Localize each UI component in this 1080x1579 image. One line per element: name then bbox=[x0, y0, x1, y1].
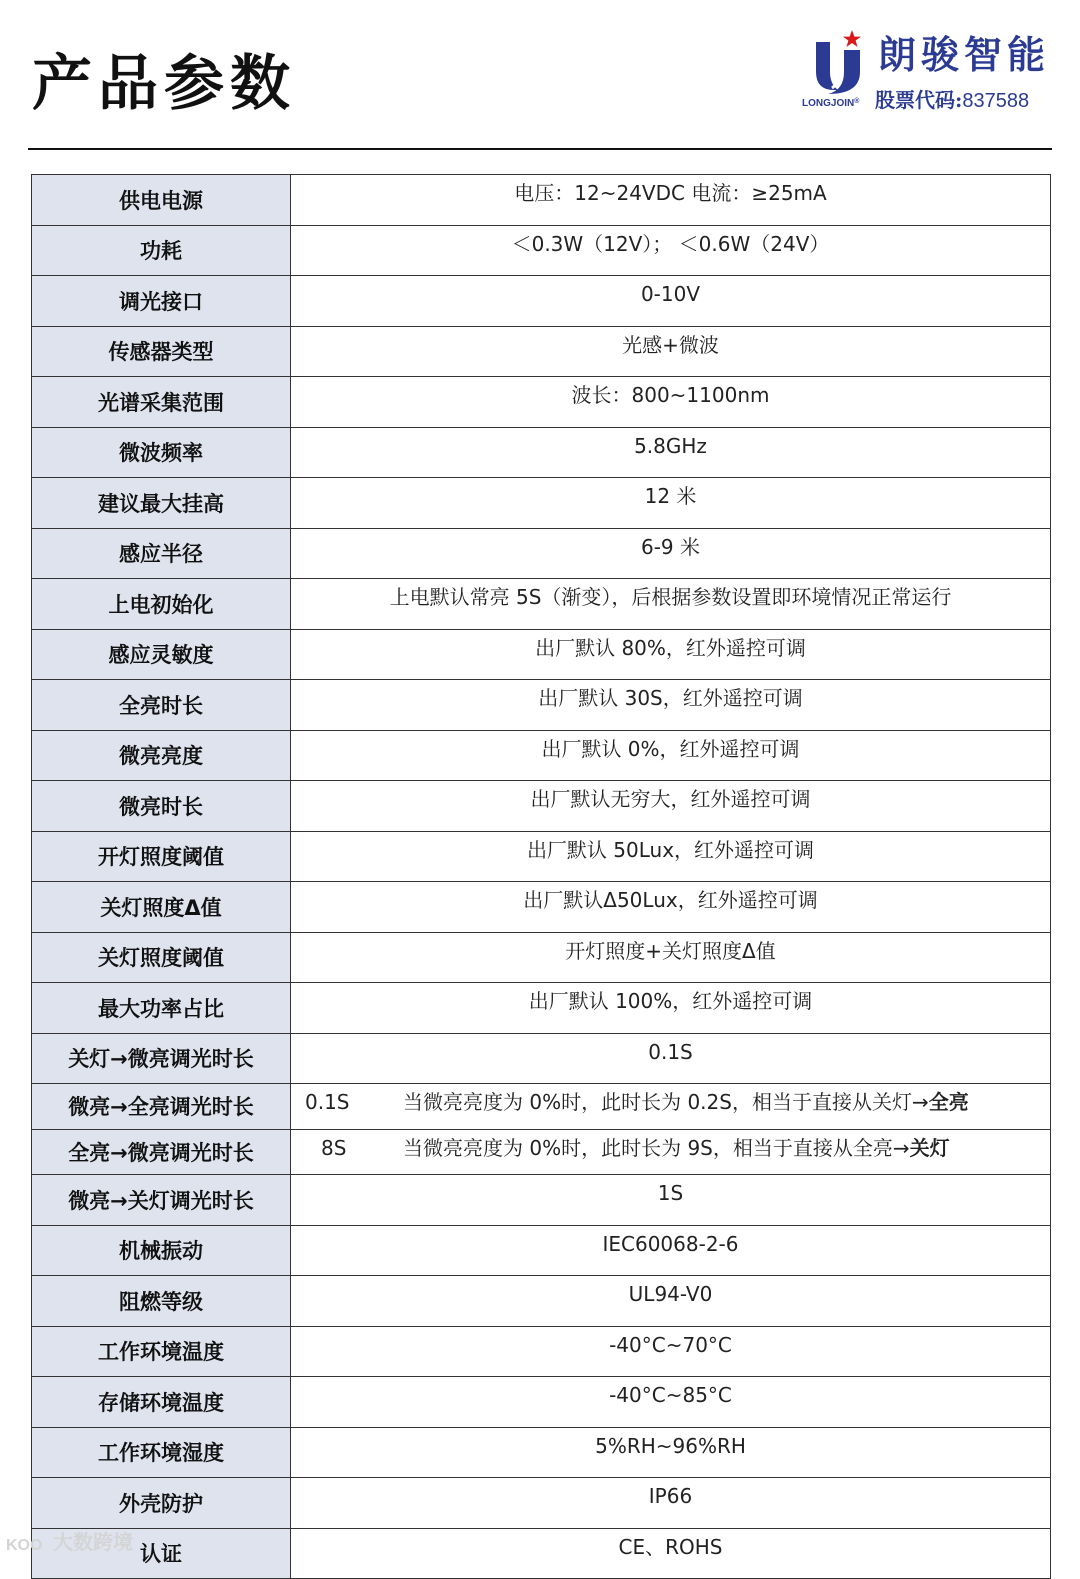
table-row bbox=[32, 1326, 1051, 1377]
table-row bbox=[32, 276, 1051, 327]
table-row bbox=[32, 1225, 1051, 1276]
param-value: 光感+微波 bbox=[291, 326, 1051, 377]
param-value: 出厂默认 100%，红外遥控可调 bbox=[291, 983, 1051, 1034]
param-label: 光谱采集范围 bbox=[32, 377, 291, 428]
param-label: 认证 bbox=[32, 1528, 291, 1579]
param-label: 关灯→微亮调光时长 bbox=[32, 1033, 291, 1084]
logo-name: 朗骏智能 bbox=[878, 32, 1051, 77]
table-row bbox=[32, 175, 1051, 226]
logo-latin: LONGJOIN® bbox=[802, 98, 860, 109]
param-label: 建议最大挂高 bbox=[32, 478, 291, 529]
table-row bbox=[32, 478, 1051, 529]
table-row bbox=[32, 629, 1051, 680]
table-row bbox=[32, 882, 1051, 933]
table-row bbox=[32, 831, 1051, 882]
param-value: 电压：12~24VDC 电流：≥25mA bbox=[291, 175, 1051, 226]
table-row bbox=[32, 326, 1051, 377]
header-divider bbox=[28, 148, 1052, 150]
param-label: 开灯照度阈值 bbox=[32, 831, 291, 882]
param-label: 全亮时长 bbox=[32, 680, 291, 731]
table-row bbox=[32, 983, 1051, 1034]
table-row bbox=[32, 225, 1051, 276]
table-row bbox=[32, 1084, 1051, 1130]
param-label: 传感器类型 bbox=[32, 326, 291, 377]
param-value: 5.8GHz bbox=[291, 427, 1051, 478]
page-title: 产品参数 bbox=[32, 49, 296, 119]
table-row bbox=[32, 932, 1051, 983]
param-value: 出厂默认Δ50Lux，红外遥控可调 bbox=[291, 882, 1051, 933]
param-value: 12 米 bbox=[291, 478, 1051, 529]
table-row bbox=[32, 1033, 1051, 1084]
param-value: 出厂默认 50Lux，红外遥控可调 bbox=[291, 831, 1051, 882]
param-value: 6-9 米 bbox=[291, 528, 1051, 579]
table-row bbox=[32, 1129, 1051, 1175]
param-label: 微亮→关灯调光时长 bbox=[32, 1175, 291, 1226]
param-value: CE、ROHS bbox=[291, 1528, 1051, 1579]
table-row bbox=[32, 1276, 1051, 1327]
param-label: 感应半径 bbox=[32, 528, 291, 579]
table-row bbox=[32, 1175, 1051, 1226]
param-value: 上电默认常亮 5S（渐变），后根据参数设置即环境情况正常运行 bbox=[291, 579, 1051, 630]
svg-text:KOO: KOO bbox=[6, 1536, 43, 1554]
table-row bbox=[32, 579, 1051, 630]
param-value: ＜0.3W（12V）； ＜0.6W（24V） bbox=[291, 225, 1051, 276]
param-value: 出厂默认 30S，红外遥控可调 bbox=[291, 680, 1051, 731]
param-label: 功耗 bbox=[32, 225, 291, 276]
param-label: 关灯照度阈值 bbox=[32, 932, 291, 983]
param-value: 0-10V bbox=[291, 276, 1051, 327]
table-row bbox=[32, 1478, 1051, 1529]
param-value: IP66 bbox=[291, 1478, 1051, 1529]
param-label: 微亮时长 bbox=[32, 781, 291, 832]
table-row bbox=[32, 730, 1051, 781]
watermark: KOO 大数跨境 bbox=[6, 1530, 133, 1554]
stock-code: 股票代码:837588 bbox=[875, 88, 1030, 112]
param-value: -40°C~85°C bbox=[291, 1377, 1051, 1428]
param-value bbox=[291, 1129, 1051, 1175]
param-label: 关灯照度Δ值 bbox=[32, 882, 291, 933]
param-label: 阻燃等级 bbox=[32, 1276, 291, 1327]
table-row bbox=[32, 528, 1051, 579]
param-value: 5%RH~96%RH bbox=[291, 1427, 1051, 1478]
table-row bbox=[32, 1377, 1051, 1428]
param-label: 上电初始化 bbox=[32, 579, 291, 630]
longjoin-u-logo-icon bbox=[808, 28, 868, 100]
param-label: 最大功率占比 bbox=[32, 983, 291, 1034]
param-value-note: 当微亮亮度为 0%时，此时长为 0.2S，相当于直接从关灯→全亮 bbox=[403, 1090, 969, 1114]
table-row bbox=[32, 1427, 1051, 1478]
param-value-prefix: 0.1S bbox=[305, 1090, 350, 1114]
param-label: 工作环境温度 bbox=[32, 1326, 291, 1377]
table-row bbox=[32, 1528, 1051, 1579]
param-label: 调光接口 bbox=[32, 276, 291, 327]
param-value: IEC60068-2-6 bbox=[291, 1225, 1051, 1276]
param-label: 供电电源 bbox=[32, 175, 291, 226]
param-value: 出厂默认无穷大，红外遥控可调 bbox=[291, 781, 1051, 832]
param-label: 工作环境湿度 bbox=[32, 1427, 291, 1478]
table-row bbox=[32, 781, 1051, 832]
param-label: 微亮亮度 bbox=[32, 730, 291, 781]
param-label: 全亮→微亮调光时长 bbox=[32, 1129, 291, 1175]
param-value-note: 当微亮亮度为 0%时，此时长为 9S，相当于直接从全亮→关灯 bbox=[403, 1135, 950, 1160]
param-value: 出厂默认 80%，红外遥控可调 bbox=[291, 629, 1051, 680]
param-value bbox=[291, 1084, 1051, 1130]
param-value-prefix: 8S bbox=[321, 1135, 347, 1160]
table-row bbox=[32, 680, 1051, 731]
param-label: 外壳防护 bbox=[32, 1478, 291, 1529]
company-logo bbox=[800, 28, 1060, 118]
param-label: 存储环境温度 bbox=[32, 1377, 291, 1428]
param-label: 微亮→全亮调光时长 bbox=[32, 1084, 291, 1130]
param-value: UL94-V0 bbox=[291, 1276, 1051, 1327]
watermark-logo-icon bbox=[6, 1532, 46, 1556]
param-value: -40°C~70°C bbox=[291, 1326, 1051, 1377]
param-value: 1S bbox=[291, 1175, 1051, 1226]
param-label: 机械振动 bbox=[32, 1225, 291, 1276]
parameter-table bbox=[31, 174, 1051, 1579]
table-row bbox=[32, 427, 1051, 478]
param-value: 出厂默认 0%，红外遥控可调 bbox=[291, 730, 1051, 781]
param-value: 开灯照度+关灯照度Δ值 bbox=[291, 932, 1051, 983]
param-value: 波长：800~1100nm bbox=[291, 377, 1051, 428]
param-value: 0.1S bbox=[291, 1033, 1051, 1084]
param-label: 微波频率 bbox=[32, 427, 291, 478]
table-row bbox=[32, 377, 1051, 428]
param-label: 感应灵敏度 bbox=[32, 629, 291, 680]
